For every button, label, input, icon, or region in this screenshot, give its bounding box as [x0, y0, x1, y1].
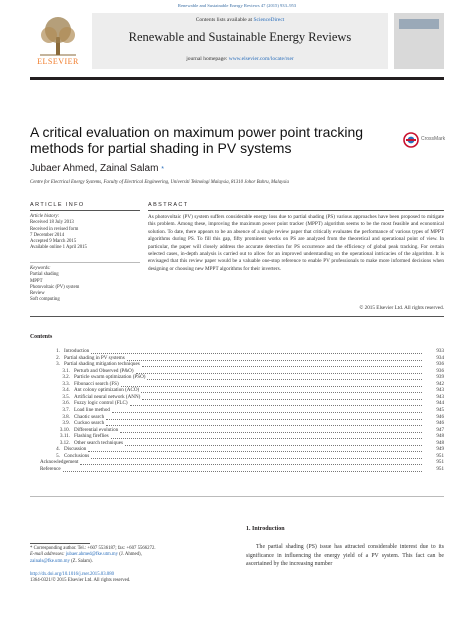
abstract-bottom-rule: [30, 316, 444, 317]
toc-entry-label: Load line method: [74, 406, 110, 413]
toc-entry-label: Flashing fireflies: [74, 433, 109, 440]
toc-entry-page: 942: [436, 380, 444, 387]
toc-entry-number: 3.11.: [60, 433, 70, 440]
intro-paragraph: The partial shading (PS) issue has attracted considerable interest due to its significance in influencing the energy yield of a PV system. This fact can be ascertained by the increasing number: [246, 544, 444, 568]
toc-entry-page: 936: [436, 367, 444, 374]
history-revised: Received in revised form: [30, 226, 79, 232]
toc-entry-page: 951: [436, 452, 444, 459]
keyword-item: Review: [30, 291, 45, 297]
toc-entry-label: Introduction: [64, 348, 90, 354]
article-info-heading: ARTICLE INFO: [30, 202, 85, 208]
history-online: Available online 1 April 2015: [30, 245, 87, 251]
toc-entry-number: 3.12.: [59, 439, 70, 446]
keyword-item: Soft computing: [30, 297, 60, 303]
toc-entry-page: 939: [436, 374, 444, 381]
intro-heading: 1. Introduction: [246, 526, 285, 532]
elsevier-tree-logo: [30, 13, 86, 69]
toc-entry-leader: [141, 388, 422, 393]
toc-entry-page: 936: [436, 361, 444, 368]
toc-entry-leader: [106, 421, 422, 426]
toc-entry-number: 3.8.: [62, 413, 70, 420]
issn-line: 1364-0321/© 2015 Elsevier Ltd. All rights reserved.: [30, 578, 131, 584]
toc-entry-page: 946: [436, 420, 444, 427]
footnotes: [30, 546, 230, 565]
toc-entry-leader: [91, 454, 422, 459]
toc-bottom-rule: [30, 496, 444, 497]
toc-entry-page: 948: [436, 439, 444, 446]
homepage-prefix: journal homepage:: [186, 56, 228, 62]
abstract-heading: ABSTRACT: [148, 202, 189, 208]
corresponding-author-mark[interactable]: *: [161, 166, 164, 173]
journal-title-box: [92, 13, 388, 69]
toc-entry-leader: [80, 460, 422, 465]
toc-entry-number: 4.: [56, 446, 60, 453]
toc-entry-leader: [88, 447, 422, 452]
article-history: [30, 214, 140, 252]
homepage-line: [92, 56, 388, 62]
authors: Jubaer Ahmed, Zainal Salam: [30, 163, 159, 174]
keyword-item: Partial shading: [30, 272, 59, 278]
toc-entry-label: Partial shading mitigation techniques: [64, 361, 140, 368]
toc-entry-number: 3.2.: [62, 374, 70, 381]
toc-entry-label: Perturb and Observed (P&O): [74, 367, 134, 374]
toc-entry-label: Fuzzy logic control (FLC): [74, 400, 128, 407]
toc-entry-label: Particle swarm optimization (PSO): [74, 374, 146, 381]
toc-entry-number: 3.1.: [62, 367, 70, 374]
toc-entry-number: 5.: [56, 452, 60, 459]
toc-entry-leader: [106, 415, 422, 420]
abstract-text: As photovoltaic (PV) system suffers considerable energy loss due to partial shading (PS) various approaches have been proposed to mitigate this problem. Among these, improving the maximum power point tracker (MPPT) algorithm seems to be the most feasible and economical solution. To date, there appears to be an absence of a single review paper that critically evaluates the performance of various types of MPPT algorithms during PS. To fill this gap, fifty prominent works on PS are analyzed from the theoretical and operational point of view. In particular, the paper will closely address the accurate detection for PS occurrence and the efficiency of global peak tracking. For certain selected cases, in-depth analysis is carried out to allow for an improved understanding on the operational intricacies of the algorithm. It is envisaged that this review paper would be a valuable one-stop reference to enable PV professionals to make more informed decisions when designing or choosing new MPPT algorithms for their inverters.: [148, 214, 444, 272]
history-accepted: Accepted 9 March 2015: [30, 239, 77, 245]
toc-entry-leader: [63, 467, 422, 472]
article-title: A critical evaluation on maximum power point tracking methods for partial shading in PV systems: [30, 124, 364, 156]
crossmark-label: CrossMark: [421, 136, 446, 142]
journal-cover-thumbnail: [394, 13, 444, 69]
toc-entry-page: 946: [436, 413, 444, 420]
history-revised-date: 7 December 2014: [30, 232, 65, 238]
toc-title: Contents: [30, 334, 53, 340]
toc-entry-leader: [121, 382, 422, 387]
toc-entry-label: Fibonacci search (FS): [74, 380, 119, 387]
crossmark-icon: [403, 132, 419, 148]
toc-entry-label: Chaotic search: [74, 413, 105, 420]
contents-prefix: Contents lists available at: [195, 17, 253, 23]
toc-entry-number: 3.6.: [62, 400, 70, 407]
sciencedirect-link[interactable]: ScienceDirect: [253, 17, 285, 23]
toc-entry-label: Acknowledgement: [40, 459, 79, 466]
toc-entry-leader: [142, 395, 422, 400]
article-info-rule: [30, 210, 140, 211]
toc-entry-page: 945: [436, 406, 444, 413]
toc-entry-page: 934: [436, 354, 444, 361]
toc-entry-page: 943: [436, 393, 444, 400]
tree-icon: [30, 13, 86, 57]
email-label: E-mail addresses:: [30, 552, 65, 558]
doi-block: [30, 572, 230, 585]
footnote-rule: [30, 543, 90, 544]
cover-band: [399, 19, 439, 29]
toc-entry-label: Reference: [40, 465, 61, 472]
toc-entry-number: 3.4.: [62, 387, 70, 394]
toc-entry-number: 3.3.: [62, 380, 70, 387]
crossmark-badge[interactable]: [403, 132, 447, 154]
keywords: [30, 266, 140, 304]
author-list: [30, 163, 164, 174]
toc-entry-page: 951: [436, 465, 444, 472]
contents-line: [92, 17, 388, 23]
toc-entry-number: 3.: [56, 361, 60, 368]
toc-entry[interactable]: [30, 466, 444, 473]
email-link-salam[interactable]: zainals@fke.utm.my: [30, 558, 70, 564]
keywords-rule: [30, 262, 140, 263]
toc-entry-label: Other search techniques: [74, 439, 123, 446]
toc-entry-page: 943: [436, 387, 444, 394]
toc-entry-leader: [136, 369, 422, 374]
affiliation: Centre for Electrical Energy Systems, Faculty of Electrical Engineering, Universiti Teknologi Malaysia, 81310 Johor Bahru, Malaysia: [30, 180, 289, 185]
abstract-rule: [148, 210, 444, 211]
toc-entry-page: 947: [436, 426, 444, 433]
toc-entry-number: 1.: [56, 348, 60, 354]
toc-entry-page: 951: [436, 459, 444, 466]
toc-entry-number: 3.10.: [59, 426, 70, 433]
doi-link[interactable]: http://dx.doi.org/10.1016/j.rser.2015.03.080: [30, 572, 114, 577]
running-header[interactable]: Renewable and Sustainable Energy Reviews 47 (2015) 933–953: [177, 3, 297, 8]
toc-entry-label: Discussion: [64, 446, 87, 453]
toc-entry-number: 3.5.: [62, 393, 70, 400]
toc-entry-page: 944: [436, 400, 444, 407]
homepage-link[interactable]: www.elsevier.com/locate/rser: [228, 56, 294, 62]
toc-entry-label: Differential evolution: [74, 426, 119, 433]
toc-entry-label: Conclusions: [64, 452, 90, 459]
toc-entry-leader: [127, 356, 422, 361]
masthead-divider: [30, 77, 444, 80]
toc-entry-label: Partial shading in PV systems: [64, 354, 125, 361]
keyword-item: Photovoltaic (PV) system: [30, 284, 80, 290]
email-name-ahmed: (J. Ahmed),: [119, 552, 142, 558]
history-received: Received 18 July 2013: [30, 220, 74, 226]
publisher-name: ELSEVIER: [37, 57, 79, 66]
toc-entry-leader: [125, 441, 422, 446]
toc-entry-leader: [147, 375, 422, 380]
journal-title: Renewable and Sustainable Energy Reviews: [128, 30, 352, 44]
keyword-item: MPPT: [30, 278, 43, 284]
history-label: Article history:: [30, 214, 60, 219]
email-link-ahmed[interactable]: jubaer.ahmed@fke.utm.my: [65, 552, 119, 558]
toc-entry-label: Artificial neural network (ANN): [74, 393, 141, 400]
toc-entry-label: Cuckoo search: [74, 420, 105, 427]
corresponding-author-note: * Corresponding author. Tel.: +607 5536187; fax: +607 5566272.: [30, 546, 156, 551]
toc-entry-page: 949: [436, 446, 444, 453]
journal-masthead: [30, 13, 444, 75]
email-name-salam: (Z. Salam).: [71, 558, 93, 564]
toc-entry-label: Ant colony optimization (ACO): [74, 387, 140, 394]
toc-entry-leader: [120, 428, 422, 433]
toc-entry-leader: [91, 349, 422, 354]
keywords-label: Keywords:: [30, 266, 51, 271]
toc-entry-page: 948: [436, 433, 444, 440]
abstract-copyright: © 2015 Elsevier Ltd. All rights reserved.: [359, 305, 444, 311]
toc-entry-number: 3.9.: [62, 420, 70, 427]
toc-entry-leader: [130, 401, 422, 406]
toc-entry-leader: [142, 362, 422, 367]
toc-entry-leader: [111, 434, 422, 439]
toc-entry-number: 3.7.: [62, 406, 70, 413]
toc-entry-number: 2.: [56, 354, 60, 361]
email-line-2: [30, 559, 230, 565]
toc-entry-leader: [112, 408, 422, 413]
toc-entry-page: 933: [436, 348, 444, 354]
